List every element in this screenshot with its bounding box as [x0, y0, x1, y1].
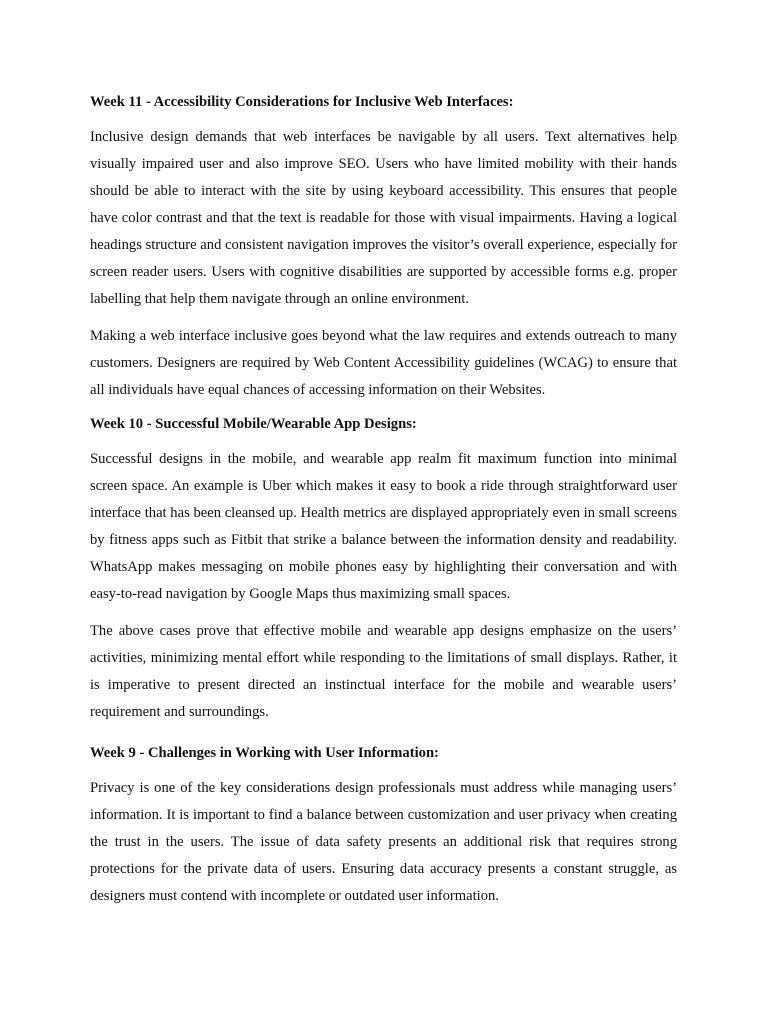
section-heading: Week 10 - Successful Mobile/Wearable App Designs: — [90, 416, 417, 432]
section-week-10 — [90, 411, 677, 736]
section-week-9 — [90, 740, 677, 920]
section-heading: Week 9 - Challenges in Working with User Information: — [90, 745, 439, 761]
section-week-11 — [90, 89, 677, 414]
section-heading: Week 11 - Accessibility Considerations for Inclusive Web Interfaces: — [90, 94, 514, 110]
paragraph: Making a web interface inclusive goes beyond what the law requires and extends outreach to many customers. Designers are required by Web Content Accessibility guidelines (WCAG) to ensure that all individuals have equal chances of accessing information on their Websites. — [90, 328, 677, 398]
paragraph: The above cases prove that effective mobile and wearable app designs emphasize on the users’ activities, minimizing mental effort while responding to the limitations of small displays. Rather, it is imperative to present directed an instinctual interface for the mobile and wearable users’ requirement and surroundings. — [90, 623, 677, 720]
paragraph: Privacy is one of the key considerations design professionals must address while managing users’ information. It is important to find a balance between customization and user privacy when creating the trust in the users. The issue of data safety presents an additional risk that requires strong protections for the private data of users. Ensuring data accuracy presents a constant struggle, as designers must contend with incomplete or outdated user information. — [90, 780, 677, 904]
paragraph: Inclusive design demands that web interfaces be navigable by all users. Text alternatives help visually impaired user and also improve SEO. Users who have limited mobility with their hands should be able to interact with the site by using keyboard accessibility. This ensures that people have color contrast and that the text is readable for those with visual impairments. Having a logical headings structure and consistent navigation improves the visitor’s overall experience, especially for screen reader users. Users with cognitive disabilities are supported by accessible forms e.g. proper labelling that help them navigate through an online environment. — [90, 129, 677, 307]
paragraph: Successful designs in the mobile, and wearable app realm fit maximum function into minimal screen space. An example is Uber which makes it easy to book a ride through straightforward user interface that has been cleansed up. Health metrics are displayed appropriately even in small screens by fitness apps such as Fitbit that strike a balance between the information density and readability. WhatsApp makes messaging on mobile phones easy by highlighting their conversation and with easy-to-read navigation by Google Maps thus maximizing small spaces. — [90, 451, 677, 602]
